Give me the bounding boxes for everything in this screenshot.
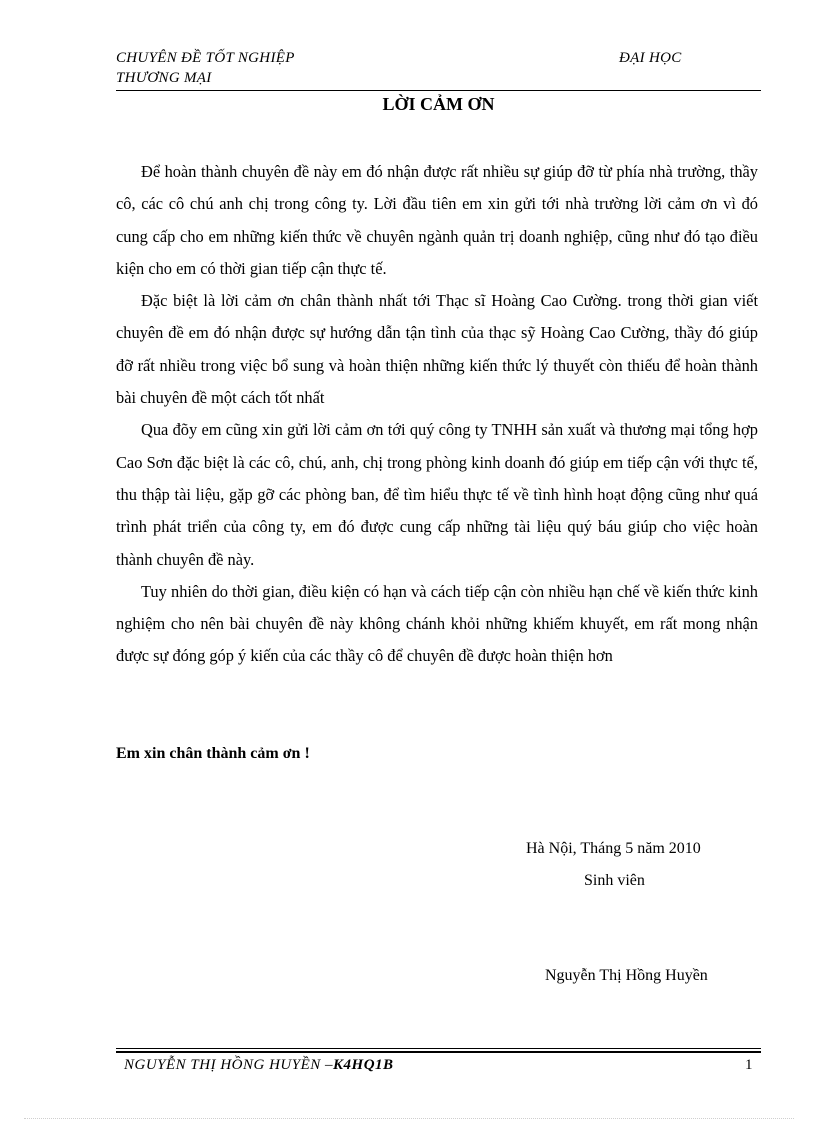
- header-left-line1: CHUYÊN ĐỀ TỐT NGHIỆP: [116, 50, 295, 66]
- signature-role: Sinh viên: [584, 872, 645, 889]
- header-right-line1: ĐẠI HỌC: [619, 50, 682, 66]
- paragraph-3: Qua đõy em cũng xin gửi lời cảm ơn tới quý công ty TNHH sản xuất và thương mại tổng hợp Cao Sơn đặc biệt là các cô, chú, anh, chị trong phòng kinh doanh đó giúp em tiếp cận với thực tế, thu thập tài liệu, gặp gỡ các phòng ban, để tìm hiểu thực tế về tình hình hoạt động cũng như quá trình phát triển của công ty, em đó được cung cấp những tài liệu quý báu giúp cho việc hoàn thành chuyên đề này.: [116, 420, 758, 569]
- footer-author: [124, 1055, 394, 1075]
- page-edge-divider: [24, 1118, 794, 1119]
- signature-date: Hà Nội, Tháng 5 năm 2010: [526, 840, 701, 857]
- signature-name: Nguyễn Thị Hồng Huyền: [545, 967, 708, 984]
- closing-line: Em xin chân thành cảm ơn !: [116, 745, 310, 762]
- header-left-line2: THƯƠNG MẠI: [116, 70, 212, 86]
- footer-rule-thin: [116, 1048, 761, 1049]
- paragraph-4: Tuy nhiên do thời gian, điều kiện có hạn và cách tiếp cận còn nhiều hạn chế về kiến thức kinh nghiệm cho nên bài chuyên đề này không chánh khỏi những khiếm khuyết, em rất mong nhận được sự đóng góp ý kiến của các thầy cô để chuyên đề được hoàn thiện hơn: [116, 581, 758, 666]
- footer-author-name: NGUYỄN THỊ HỒNG HUYỀN –: [124, 1057, 334, 1073]
- paragraph-1: Để hoàn thành chuyên đề này em đó nhận được rất nhiều sự giúp đỡ từ phía nhà trường, thầy cô, các cô chú anh chị trong công ty. Lời đầu tiên em xin gửi tới nhà trường lời cảm ơn vì đó cung cấp cho em những kiến thức về chuyên ngành quản trị doanh nghiệp, cũng như đó tạo điều kiện cho em có thời gian tiếp cận thực tế.: [116, 162, 758, 278]
- page-number: 1: [745, 1057, 753, 1073]
- footer-class-code: K4HQ1B: [333, 1057, 394, 1073]
- header-rule: [116, 90, 761, 91]
- paragraph-2: Đặc biệt là lời cảm ơn chân thành nhất tới Thạc sĩ Hoàng Cao Cường. trong thời gian viết chuyên đề em đó nhận được sự hướng dẫn tận tình của thạc sỹ Hoàng Cao Cường, thầy đó giúp đỡ rất nhiều trong việc bổ sung và hoàn thiện những kiến thức lý thuyết còn thiếu để hoàn thành bài chuyên đề một cách tốt nhất: [116, 291, 758, 408]
- page-title: LỜI CẢM ƠN: [382, 94, 495, 114]
- footer-rule-thick: [116, 1051, 761, 1053]
- body-text: [116, 156, 758, 673]
